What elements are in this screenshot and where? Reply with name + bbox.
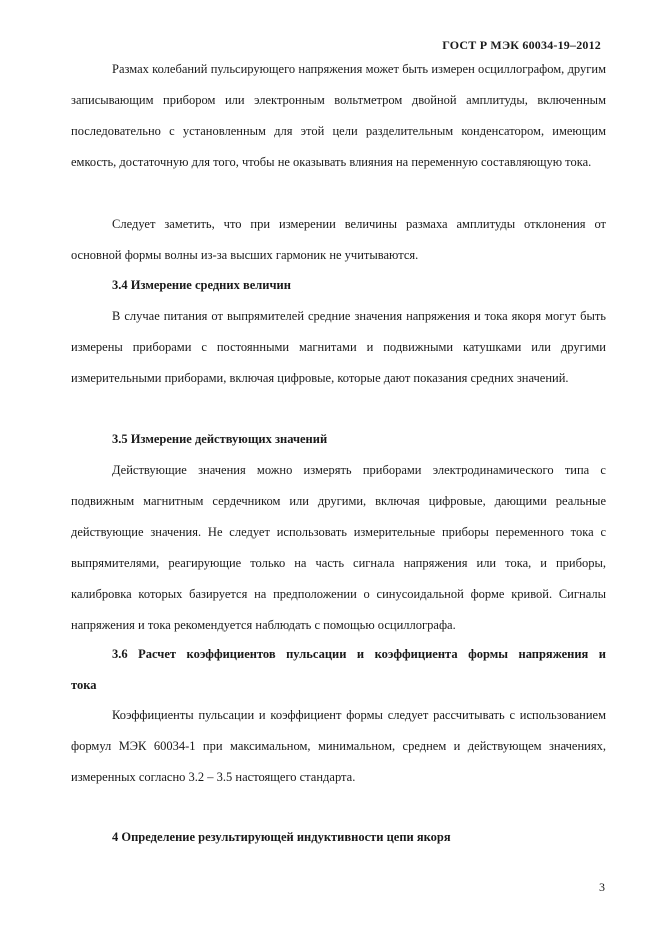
section-heading-3-4: 3.4 Измерение средних величин [112, 278, 291, 292]
section-heading-3-5: 3.5 Измерение действующих значений [112, 432, 328, 446]
page-number: 3 [599, 880, 605, 894]
paragraph-average-values: В случае питания от выпрямителей средние значения напряжения и тока якоря могут быть измерены приборами с постоянными магнитами и подвижными катушками или другими измерительными приборами, включая цифровые, которые дают показания средних значений. [71, 309, 606, 385]
paragraph-ripple-measurement: Размах колебаний пульсирующего напряжения может быть измерен осциллографом, другим записывающим прибором или электронным вольтметром двойной амплитуды, включенным последовательно с установленным для этой цели разделительным конденсатором, имеющим емкость, достаточную для того, чтобы не оказывать влияния на переменную составляющую тока. [71, 62, 606, 169]
section-heading-4: 4 Определение результирующей индуктивности цепи якоря [112, 830, 451, 844]
section-heading-3-6: 3.6 Расчет коэффициентов пульсации и коэффициента формы напряжения и тока [71, 647, 606, 692]
document-header: ГОСТ Р МЭК 60034-19–2012 [442, 38, 601, 52]
paragraph-harmonics-note: Следует заметить, что при измерении величины размаха амплитуды отклонения от основной формы волны из-за высших гармоник не учитываются. [71, 217, 606, 262]
paragraph-rms-values: Действующие значения можно измерять приборами электродинамического типа с подвижным магнитным сердечником или другими, включая цифровые, дающими реальные действующие значения. Не следует использовать измерительные приборы переменного тока с выпрямителями, реагирующие только на часть сигнала напряжения или тока, и приборы, калибровка которых базируется на предположении о синусоидальной форме кривой. Сигналы напряжения и тока рекомендуется наблюдать с помощью осциллографа. [71, 463, 606, 632]
paragraph-coefficients: Коэффициенты пульсации и коэффициент формы следует рассчитывать с использованием формул МЭК 60034-1 при максимальном, минимальном, среднем и действующем значениях, измеренных согласно 3.2 – 3.5 настоящего стандарта. [71, 708, 606, 784]
